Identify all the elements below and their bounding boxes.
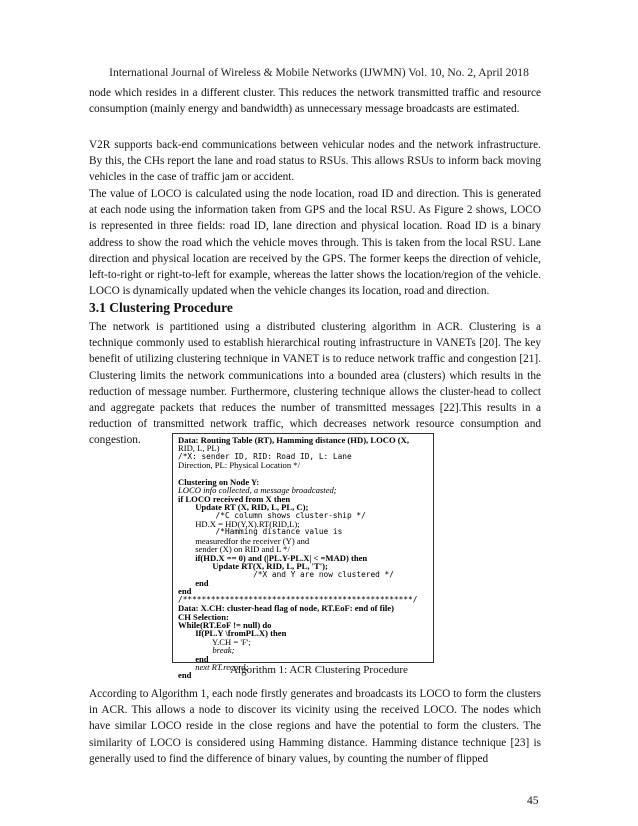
algorithm-line: if(HD.X == 0) and (|PL.Y-PL.X| < =MAD) then bbox=[178, 552, 368, 563]
algorithm-line: break; bbox=[178, 645, 235, 656]
paragraph-2-text: V2R supports back-end communications between vehicular nodes and the network infrastructure. By this, the CHs report the lane and road status to RSUs. This allows RSUs to inform back moving vehicles in the case of traffic jam or accident. bbox=[89, 139, 541, 184]
journal-header: International Journal of Wireless & Mobile Networks (IJWMN) Vol. 10, No. 2, April 2018 bbox=[109, 66, 529, 79]
algorithm-line: /*************************************************/ bbox=[178, 594, 418, 604]
algorithm-line: end bbox=[178, 670, 192, 681]
algorithm-line: end bbox=[178, 653, 209, 664]
paragraph-3 bbox=[89, 186, 541, 304]
algorithm-code bbox=[173, 434, 433, 682]
algorithm-line: Direction, PL: Physical Location */ bbox=[178, 460, 300, 471]
algorithm-line: Data: X.CH: cluster-head flag of node, RT.EoF: end of file) bbox=[178, 603, 394, 614]
paragraph-1-text: node which resides in a different cluster. This reduces the network transmitted traffic and resource consumption (mainly energy and bandwidth) as unnecessary message broadcasts are estimated. bbox=[89, 87, 541, 116]
algorithm-line: Y.CH = 'F'; bbox=[178, 636, 251, 647]
algorithm-line: /*X and Y are now clustered */ bbox=[178, 569, 394, 579]
paragraph-5-text: According to Algorithm 1, each node firstly generates and broadcasts its LOCO to form the clusters in ACR. This allows a node to discover its vicinity using the received LOCO. The nodes which have similar LOCO reside in the close regions and have the potential to form the clusters. The similarity of LOCO is considered using Hamming distance. Hamming distance technique [23] is generally used to find the difference of binary values, by counting the number of flipped bbox=[89, 688, 541, 765]
algorithm-line: Data: Routing Table (RT), Hamming distance (HD), LOCO (X, bbox=[178, 435, 410, 445]
paragraph-4-text: The network is partitioned using a distributed clustering algorithm in ACR. Clustering is a technique commonly used to establish hierarchical routing infrastructure in VANETs [20]. The key benefit of utilizing clustering technique in VANET is to reduce network traffic and congestion [21]. Clustering limits the network communications into a bounded area (clusters) which results in the reduction of message number. Furthermore, clustering technique allows the cluster-head to collect and aggregate packets that reduces the number of transmitted messages [22].This results in a reduction of transmitted network traffic, which decreases network resource consumption and congestion. bbox=[89, 321, 541, 447]
algorithm-line: if LOCO received from X then bbox=[178, 493, 291, 504]
algorithm-line: Update RT (X, RID, L, PL, C); bbox=[178, 502, 309, 513]
algorithm-caption: Algorithm 1: ACR Clustering Procedure bbox=[230, 664, 408, 676]
algorithm-line: sender (X) on RID and L */ bbox=[178, 544, 290, 555]
paragraph-5 bbox=[89, 686, 541, 772]
paragraph-1 bbox=[89, 85, 541, 122]
algorithm-line: end bbox=[178, 586, 192, 597]
algorithm-line: /*C column shows cluster-ship */ bbox=[178, 510, 366, 520]
algorithm-line: end bbox=[178, 577, 209, 588]
paragraph-3-text: The value of LOCO is calculated using the node location, road ID and direction. This is generated at each node using the information taken from GPS and the local RSU. As Figure 2 shows, LOCO is represented in three fields: road ID, lane direction and physical location. Road ID is a binary address to show the road which the vehicle moves through. This is taken from the local RSU. Lane direction and physical location are received by the GPS. The former keeps the direction of vehicle, left-to-right or right-to-left for example, whereas the latter shows the location/region of the vehicle. LOCO is dynamically updated when the vehicle changes its location, road and direction. bbox=[89, 188, 541, 298]
algorithm-line: If(PL.Y \fromPL.X) then bbox=[178, 628, 287, 639]
algorithm-line: /*X: sender ID, RID: Road ID, L: Lane bbox=[178, 451, 352, 461]
algorithm-line: /*Hamming distance value is bbox=[178, 527, 343, 537]
algorithm-line: next RT.record; bbox=[178, 661, 249, 672]
algorithm-line: Update RT(X, RID, L, PL, 'T'); bbox=[178, 561, 328, 572]
algorithm-line: LOCO info collected, a message broadcasted; bbox=[178, 485, 337, 496]
algorithm-line: Clustering on Node Y: bbox=[178, 477, 260, 488]
algorithm-line: RID, L, PL) bbox=[178, 443, 220, 454]
page-number: 45 bbox=[527, 795, 539, 807]
paragraph-2 bbox=[89, 137, 541, 191]
algorithm-line: While(RT.EoF != null) do bbox=[178, 619, 272, 630]
section-heading: 3.1 Clustering Procedure bbox=[89, 300, 233, 315]
algorithm-line: CH Selection: bbox=[178, 611, 229, 622]
algorithm-line: measuredfor the receiver (Y) and bbox=[178, 535, 310, 546]
algorithm-line: HD.X = HD(Y,X).RT(RID,L); bbox=[178, 519, 300, 530]
